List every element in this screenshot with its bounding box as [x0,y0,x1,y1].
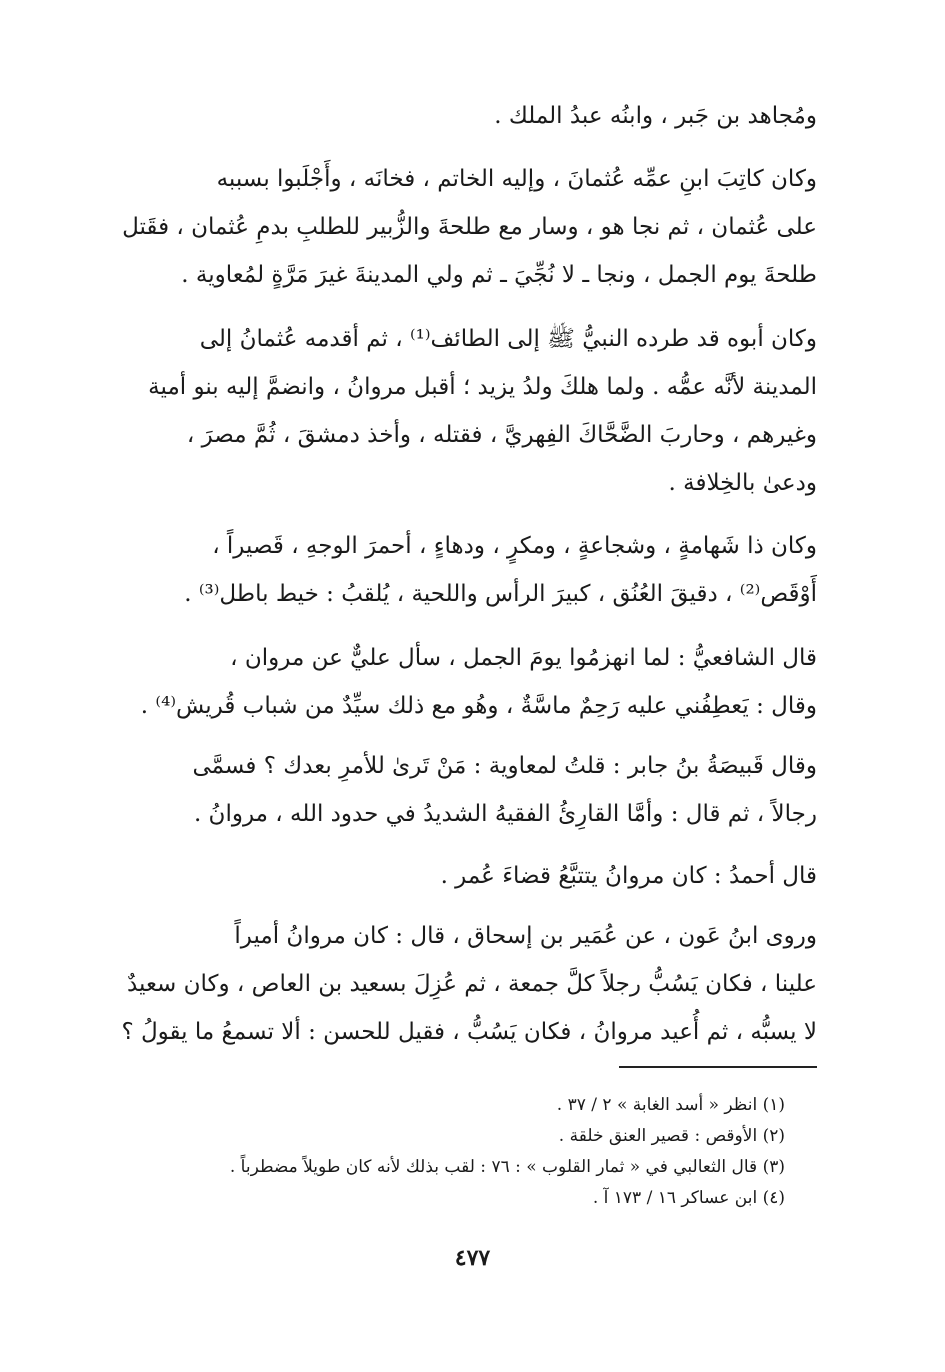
text-line: وكان كاتِبَ ابنِ عمِّه عُثمانَ ، وإليه الخاتم ، فخانَه ، وأَجْلَبوا بسببه [216,166,817,192]
text-line: أَوْقَص⁽²⁾ ، دقيقَ العُنُق ، كبيرَ الرأس واللحية ، يُلقبُ : خيط باطل⁽³⁾ . [184,581,817,607]
footnote-separator [619,1066,817,1068]
paragraph-7 [127,852,817,900]
text-line: طلحةَ يوم الجمل ، ونجا ـ لا نُجِّيَ ـ ثم ولي المدينةَ غيرَ مَرَّةٍ لمُعاوية . [181,262,817,288]
text-line: وقال : يَعطِفُني عليه رَحِمٌ ماسَّةٌ ، وهُو مع ذلك سيِّدٌ من شباب قُريش⁽⁴⁾ . [140,693,817,719]
paragraph-3 [127,315,817,507]
paragraph-6 [127,742,817,838]
paragraph-4 [127,522,817,618]
text-line: قال أحمدُ : كان مروانُ يتتبَّعُ قضاءَ عُمر . [440,863,817,889]
text-line: وكان أبوه قد طرده النبيُّ ﷺ إلى الطائف⁽¹⁾ ، ثم أقدمه عُثمانُ إلى [199,326,817,352]
paragraph-8 [121,912,817,1056]
text-line: رجالاً ، ثم قال : وأمَّا القارِئُ الفقيهُ الشديدُ في حدود الله ، مروانُ . [193,801,817,827]
footnote-4: (٤) ابن عساكر ١٦ / ١٧٣ آ . [592,1188,785,1208]
footnote-2: (٢) الأوقص : قصير العنق خلقة . [558,1126,785,1146]
paragraph-5 [127,634,817,730]
text-line: على عُثمان ، ثم نجا هو ، وسار مع طلحةَ والزُّبير للطلبِ بدمِ عُثمان ، فقَتل [122,214,817,240]
text-line: ومُجاهد بن جَبر ، وابنُه عبدُ الملك . [494,103,817,129]
text-line: علينا ، فكان يَسُبُّ رجلاً كلَّ جمعة ، ثم عُزِلَ بسعيد بن العاص ، وكان سعيدٌ [126,971,817,997]
text-line: قال الشافعيُّ : لما انهزمُوا يومَ الجمل ، سأل عليٌّ عن مروان ، [230,645,817,671]
paragraph-1 [127,92,817,140]
text-line: ودعىٰ بالخِلافة . [668,470,817,496]
text-line: المدينة لأنَّه عمُّه . ولما هلكَ ولدُ يزيد ؛ أقبل مروانُ ، وانضمَّ إليه بنو أمية [148,374,817,400]
paragraph-2 [122,155,817,299]
footnote-3: (٣) قال الثعالبي في « ثمار القلوب » : ٧٦ : لقب بذلك لأنه كان طويلاً مضطرباً . [229,1157,785,1177]
text-line: وروى ابنُ عَون ، عن عُمَير بن إسحاق ، قال : كان مروانُ أميراً [234,923,817,949]
text-line: وغيرهم ، وحاربَ الضَّحَّاكَ الفِهريَّ ، فقتله ، وأخذ دمشقَ ، ثُمَّ مصرَ ، [186,422,817,448]
text-line: وقال قَبيصَةُ بنُ جابر : قلتُ لمعاوية : مَنْ تَرىٰ للأمرِ بعدك ؟ فسمَّى [192,753,817,779]
page-number: ٤٧٧ [454,1245,491,1271]
footnotes [125,1090,785,1214]
footnote-1: (١) انظر « أسد الغابة » ٢ / ٣٧ . [556,1095,785,1115]
text-line: لا يسبُّه ، ثم أُعيد مروانُ ، فكان يَسُبُّ ، فقيل للحسن : ألا تسمعُ ما يقولُ ؟ [121,1019,817,1045]
text-line: وكان ذا شَهامةٍ ، وشجاعةٍ ، ومكرٍ ، ودهاءٍ ، أحمرَ الوجهِ ، قَصيراً ، [212,533,817,559]
